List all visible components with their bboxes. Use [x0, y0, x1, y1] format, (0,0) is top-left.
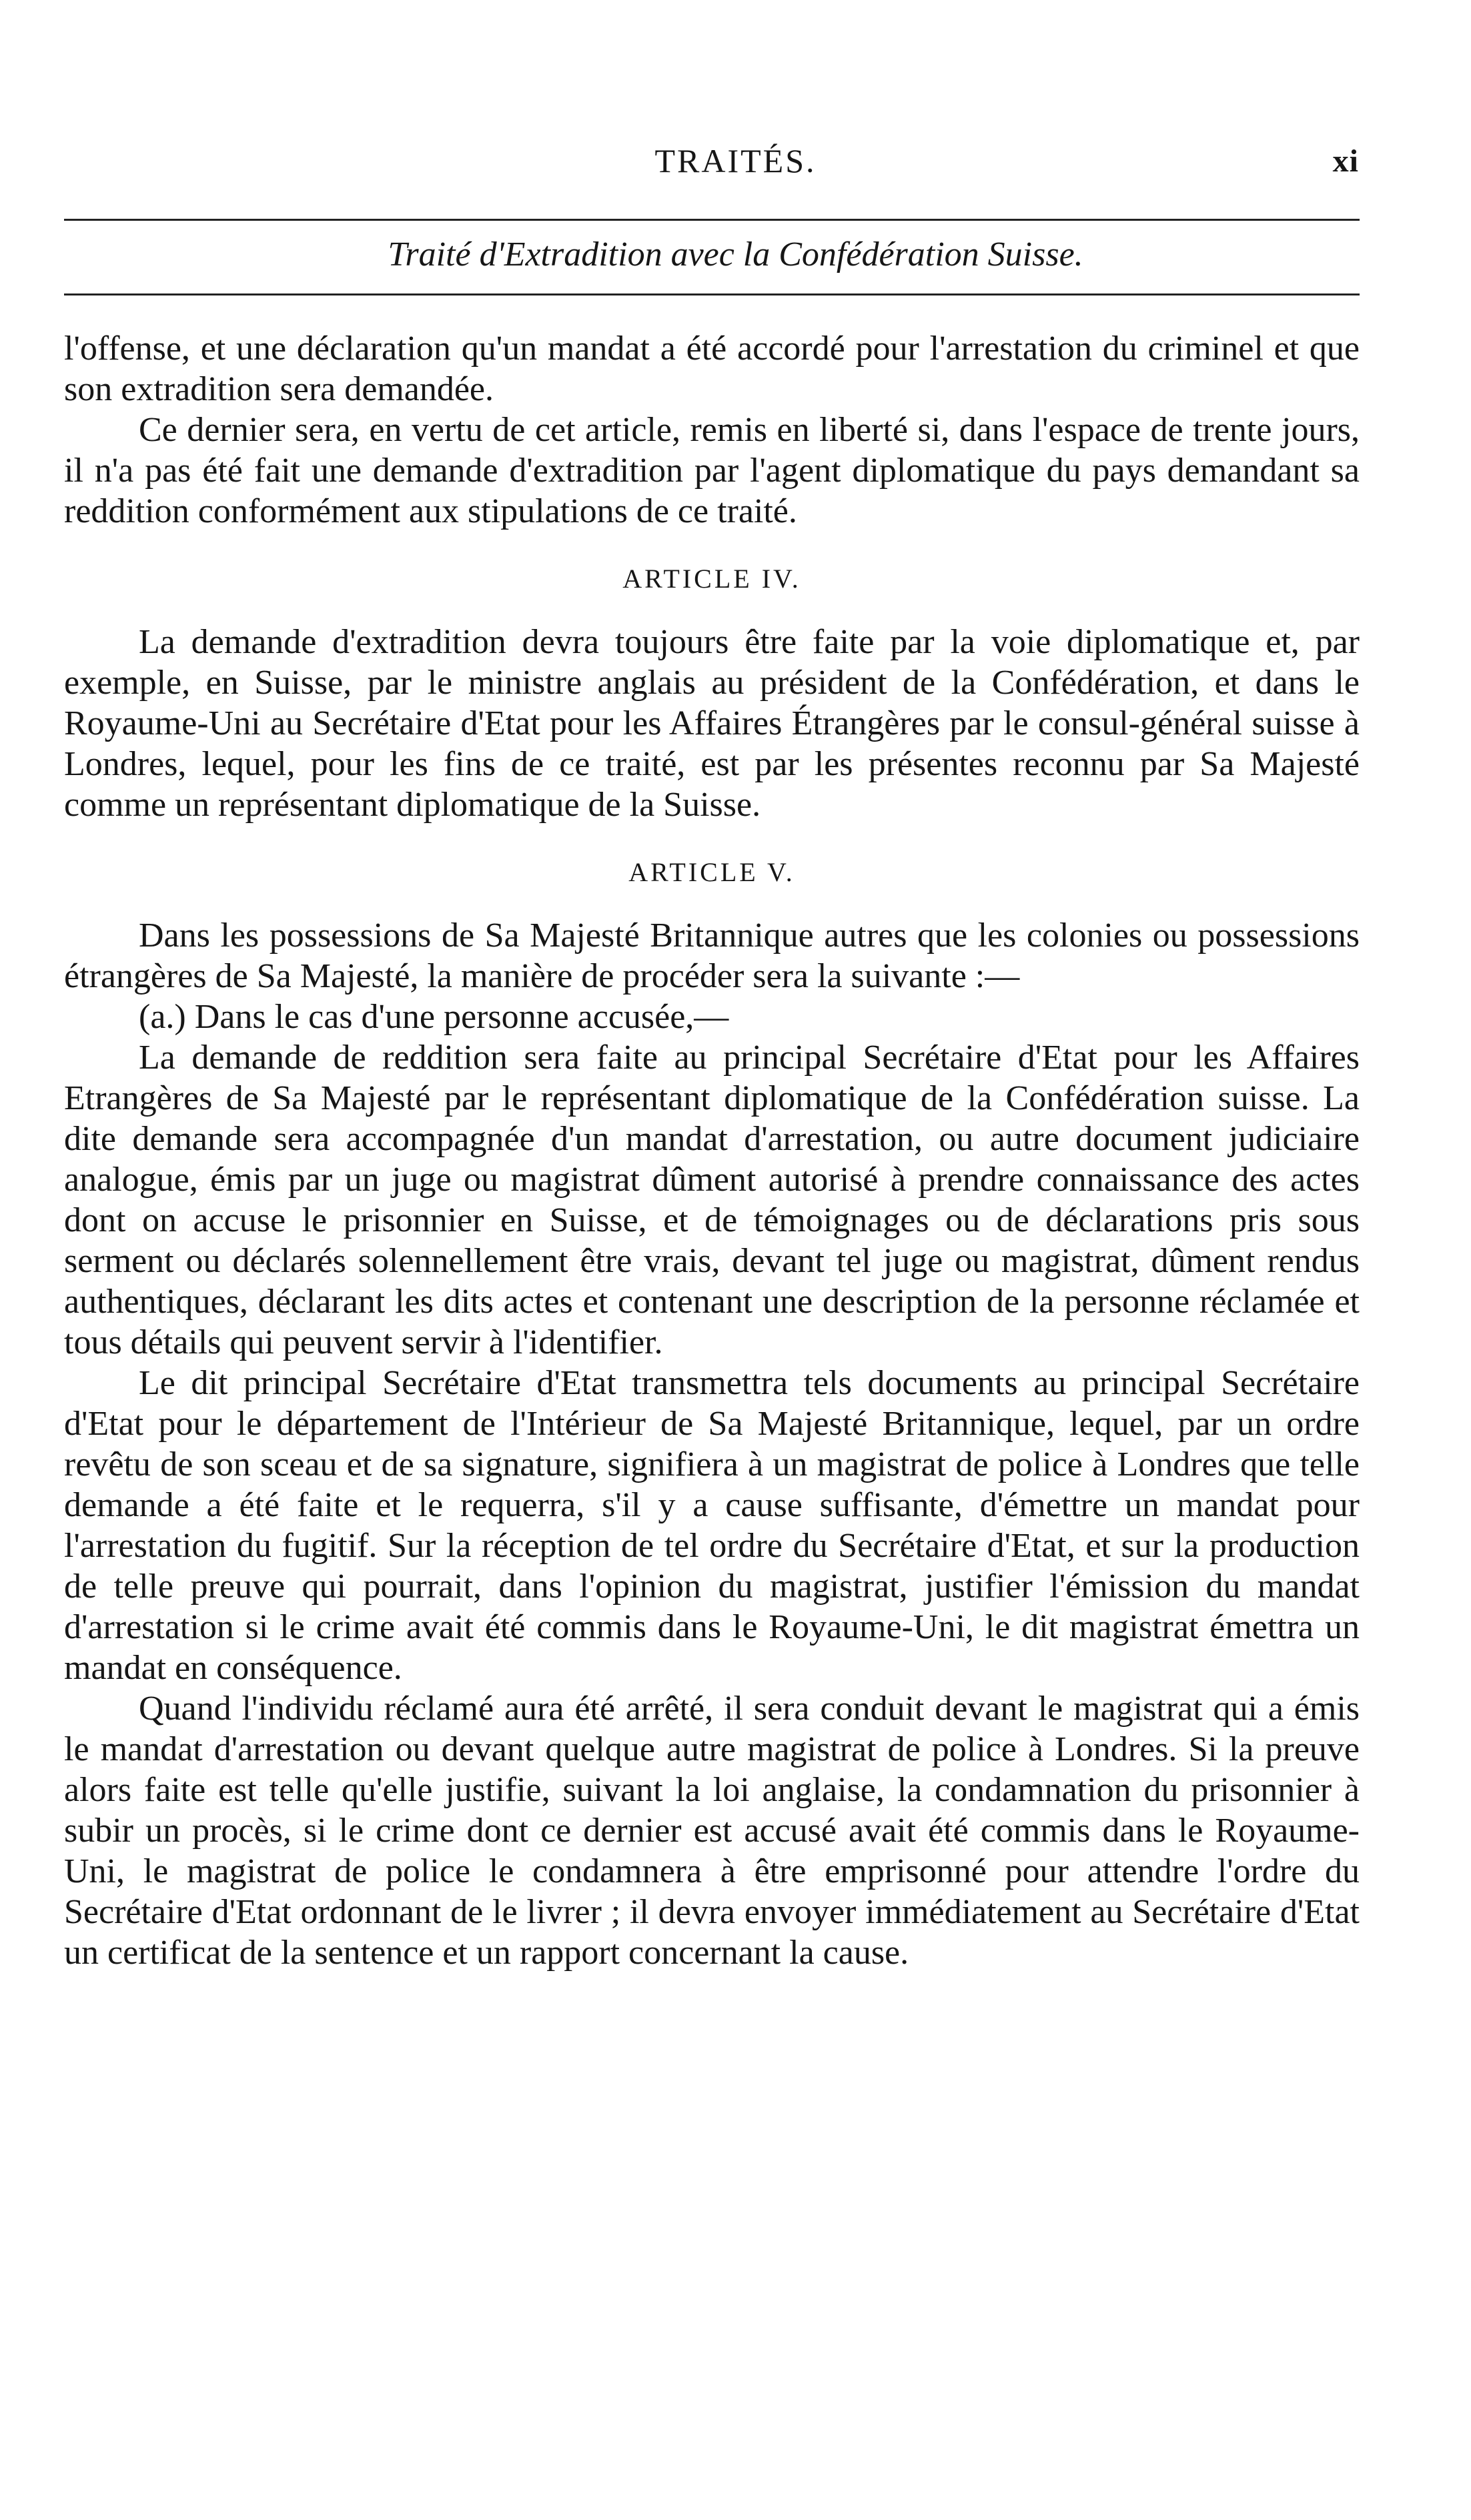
running-title: TRAITÉS.	[654, 142, 817, 179]
header-rule-bottom	[64, 293, 1360, 295]
paragraph-release: Ce dernier sera, en vertu de cet article, remis en liberté si, dans l'espace de trente jours, il n'a pas été fait une demande d'extradition par l'agent diplomatique du pays demandant sa reddition conformément aux stipulations de ce traité.	[64, 411, 1360, 530]
article-v-transmit-paragraph: Le dit principal Secrétaire d'Etat transmettra tels documents au principal Secrétaire d'Etat pour le département de l'Intérieur de Sa Majesté Britannique, lequel, par un ordre revêtu de son sceau et de sa signature, signifiera à un magistrat de police à Londres que telle demande a été faite et le requerra, s'il y a cause suffisante, d'émettre un mandat pour l'arrestation du fugitif. Sur la réception de tel ordre du Secrétaire d'Etat, et sur la production de telle preuve qui pourrait, dans l'opinion du magistrat, justifier l'émission du mandat d'arrestation si le crime avait été commis dans le Royaume-Uni, le dit magistrat émettra un mandat en conséquence.	[64, 1364, 1360, 1687]
article-iv-text: La demande d'extradition devra toujours être faite par la voie diplomatique et, par exemple, en Suisse, par le ministre anglais au président de la Confédération, et dans le Royaume-Uni au Secrétaire d'Etat pour les Affaires Étrangères par le consul-général suisse à Londres, lequel, pour les fins de ce traité, est par les présentes reconnu par Sa Majesté comme un représentant diplomatique de la Suisse.	[64, 623, 1360, 824]
article-v-heading: ARTICLE V.	[628, 857, 795, 887]
article-v-case-a: (a.) Dans le cas d'une personne accusée,—	[139, 998, 729, 1036]
treaty-subtitle: Traité d'Extradition avec la Confédération Suisse.	[388, 235, 1083, 273]
header-rule-top	[64, 219, 1360, 221]
article-v-arrest-paragraph: Quand l'individu réclamé aura été arrêté, il sera conduit devant le magistrat qui a émis le mandat d'arrestation ou devant quelque autre magistrat de police à Londres. Si la preuve alors faite est telle qu'elle justifie, suivant la loi anglaise, la condamnation du prisonnier à subir un procès, si le crime dont ce dernier est accusé avait été commis dans le Royaume-Uni, le magistrat de police le condamnera à être emprisonné pour attendre l'ordre du Secrétaire d'Etat ordonnant de le livrer ; il devra envoyer immédiatement au Secrétaire d'Etat un certificat de la sentence et un rapport concernant la cause.	[64, 1690, 1360, 1972]
body-text	[64, 328, 1360, 1973]
page-number: xi	[1332, 143, 1359, 179]
article-v-intro: Dans les possessions de Sa Majesté Britannique autres que les colonies ou possessions étrangères de Sa Majesté, la manière de procéder sera la suivante :—	[64, 916, 1360, 995]
article-v-demand-paragraph: La demande de reddition sera faite au principal Secrétaire d'Etat pour les Affaires Etrangères de Sa Majesté par le représentant diplomatique de la Confédération suisse. La dite demande sera accompagnée d'un mandat d'arrestation, ou autre document judiciaire analogue, émis par un juge ou magistrat dûment autorisé à prendre connaissance des actes dont on accuse le prisonnier en Suisse, et de témoignages ou de déclarations pris sous serment ou déclarés solennellement être vrais, devant tel juge ou magistrat, dûment rendus authentiques, déclarant les dits actes et contenant une description de la personne réclamée et tous détails qui peuvent servir à l'identifier.	[64, 1039, 1360, 1361]
article-iv-heading: ARTICLE IV.	[622, 564, 801, 594]
running-head	[0, 141, 1471, 188]
paragraph-continued: l'offense, et une déclaration qu'un mandat a été accordé pour l'arrestation du criminel et que son extradition sera demandée.	[64, 330, 1360, 408]
